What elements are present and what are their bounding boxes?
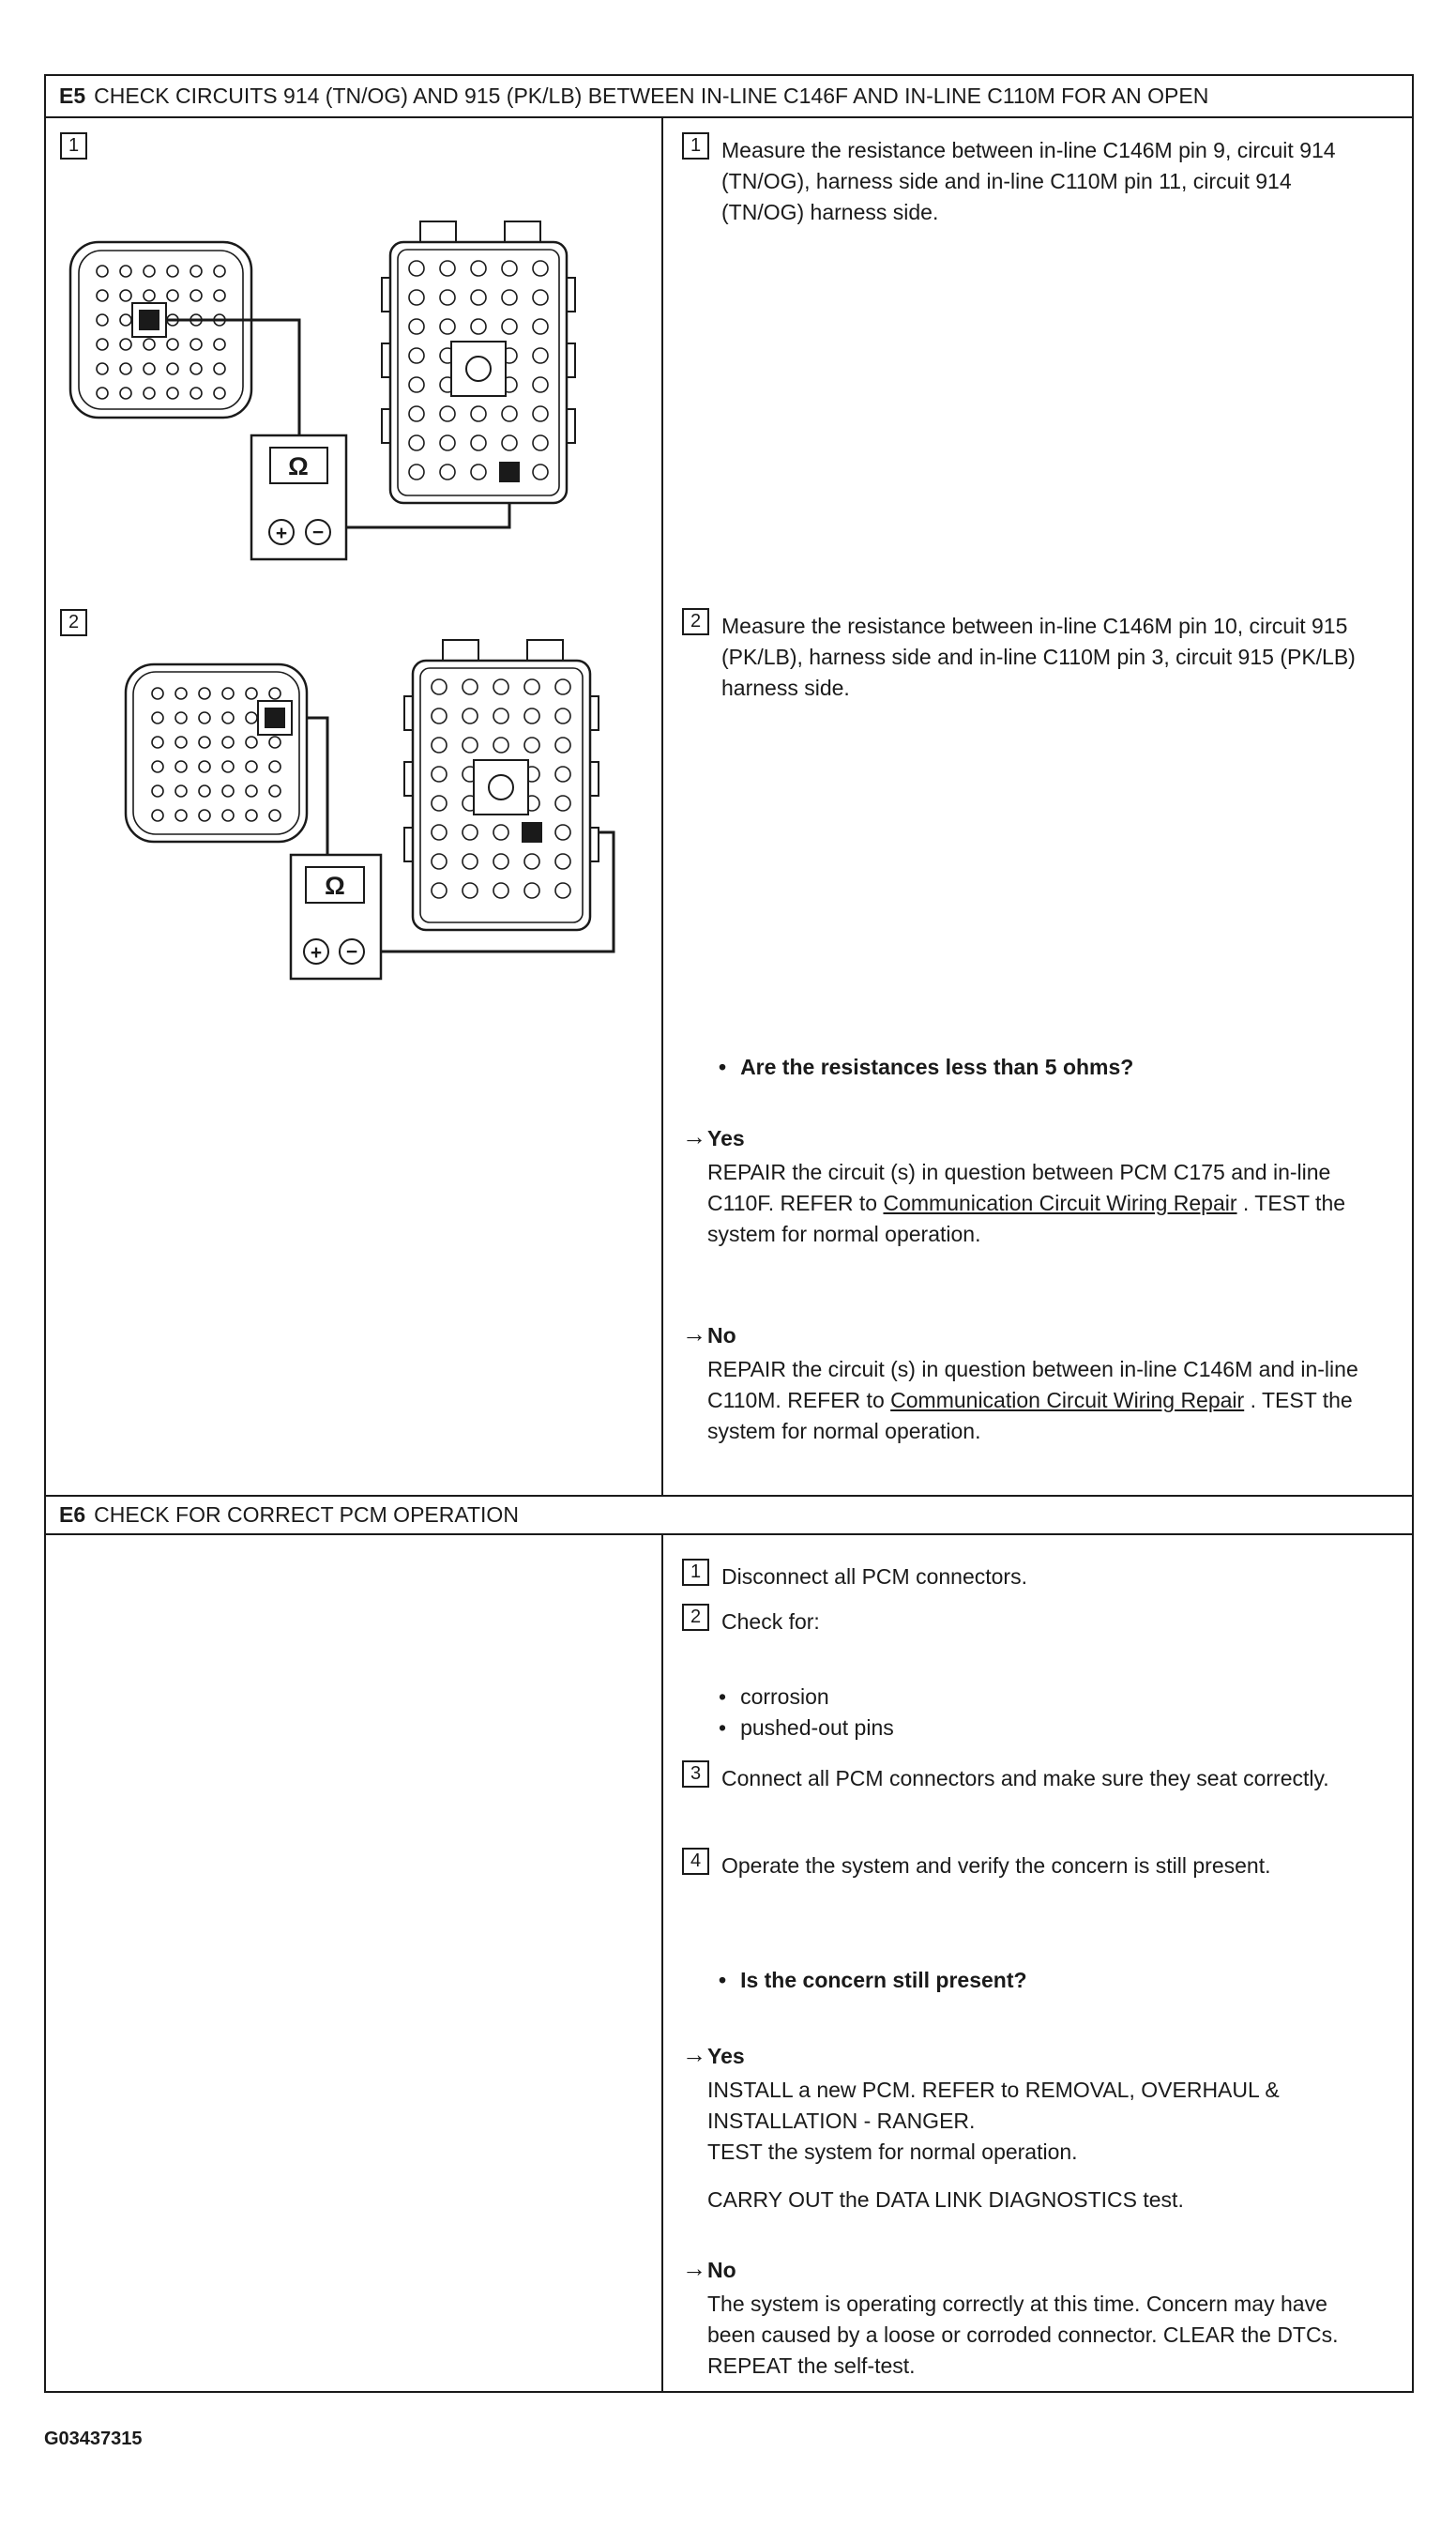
e6-step-4 <box>682 1848 1378 1881</box>
figure-id: G03437315 <box>44 2429 143 2449</box>
e5-no-label: No <box>707 1323 736 1348</box>
e5-procedure-cell <box>663 118 1412 1495</box>
e6-step-3-text: Connect all PCM connectors and make sure they seat correctly. <box>721 1766 1329 1790</box>
bullet-icon: • <box>719 1055 727 1079</box>
e6-title: CHECK FOR CORRECT PCM OPERATION <box>94 1502 519 1527</box>
e6-step-1 <box>682 1559 1378 1592</box>
e5-body-row <box>46 118 1412 1497</box>
e5-wiring-diagrams <box>46 118 661 1495</box>
e6-step-3 <box>682 1760 1378 1794</box>
e5-code: E5 <box>59 84 86 108</box>
e6-no-label: No <box>707 2258 736 2282</box>
e6-step-2-text: Check for: <box>721 1609 820 1634</box>
e6-procedure-cell <box>663 1535 1412 2391</box>
e5-no-text-before: REPAIR the circuit (s) in question between in-line C146M and in-line C110M. REFER to <box>707 1357 1358 1412</box>
plus-symbol: + <box>275 523 288 544</box>
e5-step-1-text: Measure the resistance between in-line C146M pin 9, circuit 914 (TN/OG), harness side and in-line C110M pin 11, circuit 914 (TN/OG) harness side. <box>721 138 1336 224</box>
e6-diagram-cell <box>46 1535 663 2391</box>
e6-step-2 <box>682 1604 1378 1637</box>
e6-step-4-number: 4 <box>682 1848 709 1875</box>
e5-question <box>719 1052 1394 1083</box>
diagram2-small-connector <box>126 664 307 842</box>
e6-body-row <box>46 1535 1412 2391</box>
minus-symbol: − <box>311 522 325 543</box>
ohm-symbol: Ω <box>288 452 309 480</box>
e6-step-1-text: Disconnect all PCM connectors. <box>721 1564 1027 1589</box>
e6-yes-line-2: TEST the system for normal operation. <box>707 2140 1078 2164</box>
e6-header-row <box>46 1497 1412 1535</box>
diagram2-large-connector <box>404 640 599 930</box>
e6-yes-line-3: CARRY OUT the DATA LINK DIAGNOSTICS test. <box>707 2187 1184 2212</box>
e5-yes-label: Yes <box>707 1126 745 1150</box>
diagram1-large-connector-target-pin <box>499 462 520 482</box>
e6-step-2-number: 2 <box>682 1604 709 1631</box>
e5-no-wiring-repair-link[interactable]: Communication Circuit Wiring Repair <box>890 1388 1245 1412</box>
e6-check-item-corrosion <box>719 1682 829 1713</box>
diagram-2 <box>126 640 614 979</box>
plus-symbol: + <box>310 942 323 964</box>
e6-yes-line-1: INSTALL a new PCM. REFER to REMOVAL, OVERHAUL & INSTALLATION - RANGER. <box>707 2078 1280 2133</box>
diagram1-large-connector-bolt-boss <box>451 342 506 396</box>
e6-question <box>719 1965 1394 1996</box>
e5-yes-answer <box>682 1124 1364 1250</box>
e5-header-row <box>46 76 1412 118</box>
bullet-icon: • <box>719 1715 727 1740</box>
e5-yes-text-before: REPAIR the circuit (s) in question between PCM C175 and in-line C110F. REFER to <box>707 1160 1331 1215</box>
e5-diagram-cell <box>46 118 663 1495</box>
arrow-icon: → <box>682 2040 706 2068</box>
pinpoint-test-table <box>44 74 1414 2393</box>
e6-code: E6 <box>59 1502 86 1527</box>
bullet-icon: • <box>719 1684 727 1709</box>
bullet-icon: • <box>719 1968 727 1992</box>
diagram-1 <box>70 221 575 559</box>
arrow-icon: → <box>682 1319 706 1348</box>
e5-no-text <box>707 1354 1364 1447</box>
e6-step-3-number: 3 <box>682 1760 709 1788</box>
e6-check-item-text: pushed-out pins <box>740 1715 894 1740</box>
arrow-icon: → <box>682 1122 706 1150</box>
diagram2-ohmmeter <box>291 855 381 979</box>
diagram2-small-connector-target-pin <box>265 708 285 728</box>
e5-no-answer <box>682 1321 1364 1447</box>
e6-no-text: The system is operating correctly at this time. Concern may have been caused by a loose or corroded connector. CLEAR the DTCs. REPEAT the self-test. <box>707 2292 1339 2378</box>
diagram2-large-connector-target-pin <box>522 822 542 843</box>
e6-yes-text <box>707 2075 1364 2216</box>
e6-check-item-pushed-out-pins <box>719 1713 894 1744</box>
e6-check-item-text: corrosion <box>740 1684 829 1709</box>
e5-no-text-after: . TEST the system for normal operation. <box>707 1388 1353 1443</box>
e5-title: CHECK CIRCUITS 914 (TN/OG) AND 915 (PK/LB) BETWEEN IN-LINE C146F AND IN-LINE C110M FOR AN OPEN <box>94 84 1209 108</box>
e5-step-2 <box>682 608 1378 704</box>
diagram1-large-connector <box>382 221 575 503</box>
diagram1-small-connector-target-pin <box>139 310 159 330</box>
e6-step-1-number: 1 <box>682 1559 709 1586</box>
e5-yes-text <box>707 1157 1364 1250</box>
e5-yes-text-after: . TEST the system for normal operation. <box>707 1191 1346 1246</box>
e5-step-1-number: 1 <box>682 132 709 160</box>
e5-step-2-number: 2 <box>682 608 709 635</box>
arrow-icon: → <box>682 2254 706 2282</box>
diagram2-large-connector-bolt-boss <box>474 760 528 815</box>
e5-step-2-text: Measure the resistance between in-line C146M pin 10, circuit 915 (PK/LB), harness side and in-line C110M pin 3, circuit 915 (PK/LB) harness side. <box>721 614 1356 700</box>
diagram-1-step-box: 1 <box>60 132 87 160</box>
e6-yes-label: Yes <box>707 2044 745 2068</box>
e5-question-text: Are the resistances less than 5 ohms? <box>740 1055 1134 1079</box>
diagram-2-step-box: 2 <box>60 609 87 636</box>
e6-question-text: Is the concern still present? <box>740 1968 1027 1992</box>
diagram1-ohmmeter <box>251 435 346 559</box>
e6-yes-answer <box>682 2042 1364 2216</box>
e5-yes-wiring-repair-link[interactable]: Communication Circuit Wiring Repair <box>883 1191 1237 1215</box>
diagram1-small-connector <box>70 242 251 418</box>
e6-no-answer <box>682 2256 1364 2382</box>
e5-step-1 <box>682 132 1378 228</box>
ohm-symbol: Ω <box>325 872 345 900</box>
minus-symbol: − <box>345 941 358 963</box>
e6-step-4-text: Operate the system and verify the concern is still present. <box>721 1853 1271 1878</box>
